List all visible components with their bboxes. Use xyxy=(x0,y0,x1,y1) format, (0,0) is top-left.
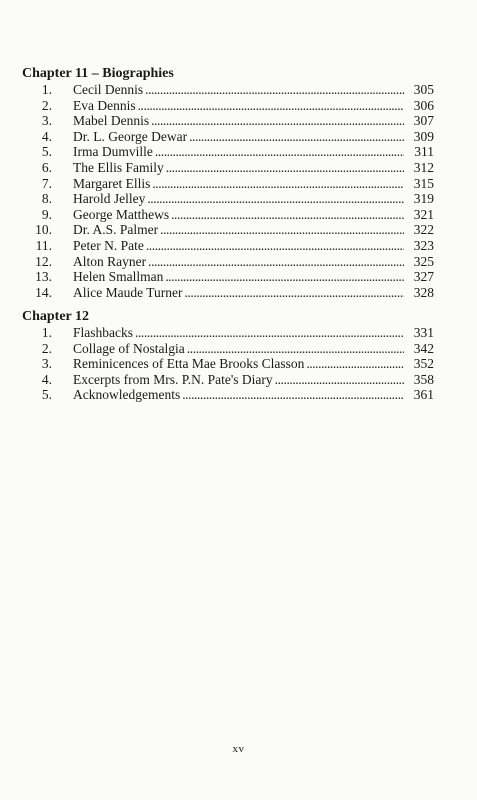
toc-entry xyxy=(22,254,434,270)
entry-title: George Matthews xyxy=(73,206,170,222)
entry-page-number: 315 xyxy=(413,175,434,191)
toc-entry xyxy=(22,144,434,160)
toc-entry xyxy=(22,238,434,254)
entry-page-number: 331 xyxy=(413,325,434,340)
entry-page-number: 323 xyxy=(413,237,434,253)
dot-leader xyxy=(146,238,404,254)
dot-leader xyxy=(145,82,404,98)
entry-title: Collage of Nostalgia xyxy=(73,340,185,356)
entry-number: 2. xyxy=(41,340,52,356)
dot-leader xyxy=(166,160,404,176)
chapter-title: Chapter 12 xyxy=(22,309,90,324)
entry-number: 13. xyxy=(35,269,52,285)
entry-title: Helen Smallman xyxy=(73,269,164,285)
entry-page-number: 319 xyxy=(413,191,434,207)
toc-entry xyxy=(22,285,434,301)
toc-entry xyxy=(22,269,434,285)
entry-number: 5. xyxy=(41,144,52,160)
toc-entry xyxy=(22,82,434,98)
entry-number: 14. xyxy=(35,284,52,300)
entry-list xyxy=(22,82,434,300)
entry-page-number: 306 xyxy=(413,97,434,113)
entry-page-number: 352 xyxy=(413,356,434,372)
toc-entry xyxy=(22,222,434,238)
entry-title: Alice Maude Turner xyxy=(73,284,183,300)
entry-page-number: 342 xyxy=(413,340,434,356)
dot-leader xyxy=(306,356,404,372)
entry-title: Dr. L. George Dewar xyxy=(73,128,188,144)
dot-leader xyxy=(148,254,404,270)
toc-entry xyxy=(22,191,434,207)
toc-entry xyxy=(22,356,434,372)
entry-number: 8. xyxy=(41,191,52,207)
entry-number: 4. xyxy=(41,128,52,144)
entry-page-number: 321 xyxy=(413,206,434,222)
chapter-11-section xyxy=(22,66,434,300)
entry-number: 6. xyxy=(41,159,52,175)
toc-entry xyxy=(22,325,434,341)
toc-entry xyxy=(22,176,434,192)
dot-leader xyxy=(184,285,404,301)
toc-entry xyxy=(22,341,434,357)
toc-entry xyxy=(22,160,434,176)
entry-page-number: 305 xyxy=(413,82,434,97)
dot-leader xyxy=(152,176,404,192)
entry-title: Excerpts from Mrs. P.N. Pate's Diary xyxy=(73,371,273,387)
dot-leader xyxy=(189,129,404,145)
entry-title: Irma Dumville xyxy=(73,144,153,160)
entry-title: Reminicences of Etta Mae Brooks Classon xyxy=(73,356,305,372)
entry-page-number: 307 xyxy=(413,113,434,129)
dot-leader xyxy=(171,207,404,223)
dot-leader xyxy=(151,113,404,129)
toc-entry xyxy=(22,372,434,388)
toc-entry xyxy=(22,129,434,145)
entry-page-number: 325 xyxy=(413,253,434,269)
toc-entry xyxy=(22,207,434,223)
entry-title: The Ellis Family xyxy=(73,159,164,175)
entry-title: Acknowledgements xyxy=(73,387,181,403)
dot-leader xyxy=(182,387,404,403)
entry-title: Cecil Dennis xyxy=(73,82,144,97)
entry-page-number: 328 xyxy=(413,284,434,300)
entry-page-number: 358 xyxy=(413,371,434,387)
chapter-12-section xyxy=(22,309,434,403)
entry-number: 4. xyxy=(41,371,52,387)
entry-title: Flashbacks xyxy=(73,325,133,340)
entry-number: 1. xyxy=(41,82,52,97)
entry-page-number: 312 xyxy=(413,159,434,175)
chapter-title: Chapter 11 – Biographies xyxy=(22,66,174,81)
entry-title: Mabel Dennis xyxy=(73,113,150,129)
entry-number: 10. xyxy=(35,222,52,238)
entry-page-number: 309 xyxy=(413,128,434,144)
entry-title: Dr. A.S. Palmer xyxy=(73,222,159,238)
dot-leader xyxy=(147,191,404,207)
entry-number: 11. xyxy=(35,237,52,253)
entry-number: 7. xyxy=(41,175,52,191)
entry-number: 5. xyxy=(41,387,52,403)
entry-number: 1. xyxy=(41,325,52,340)
dot-leader xyxy=(138,98,404,114)
entry-number: 12. xyxy=(35,253,52,269)
toc-entry xyxy=(22,113,434,129)
dot-leader xyxy=(275,372,404,388)
entry-title: Margaret Ellis xyxy=(73,175,151,191)
page-number: xv xyxy=(232,743,245,755)
entry-title: Harold Jelley xyxy=(73,191,146,207)
entry-number: 2. xyxy=(41,97,52,113)
entry-title: Peter N. Pate xyxy=(73,237,144,253)
entry-title: Alton Rayner xyxy=(73,253,147,269)
entry-number: 3. xyxy=(41,356,52,372)
toc-entry xyxy=(22,387,434,403)
entry-page-number: 327 xyxy=(413,269,434,285)
dot-leader xyxy=(135,325,404,341)
entry-page-number: 311 xyxy=(414,144,434,160)
dot-leader xyxy=(160,222,404,238)
dot-leader xyxy=(165,269,404,285)
entry-page-number: 361 xyxy=(413,387,434,403)
entry-page-number: 322 xyxy=(413,222,434,238)
entry-list xyxy=(22,325,434,403)
entry-number: 3. xyxy=(41,113,52,129)
dot-leader xyxy=(155,144,404,160)
dot-leader xyxy=(187,341,404,357)
entry-number: 9. xyxy=(41,206,52,222)
entry-title: Eva Dennis xyxy=(73,97,136,113)
toc-entry xyxy=(22,98,434,114)
